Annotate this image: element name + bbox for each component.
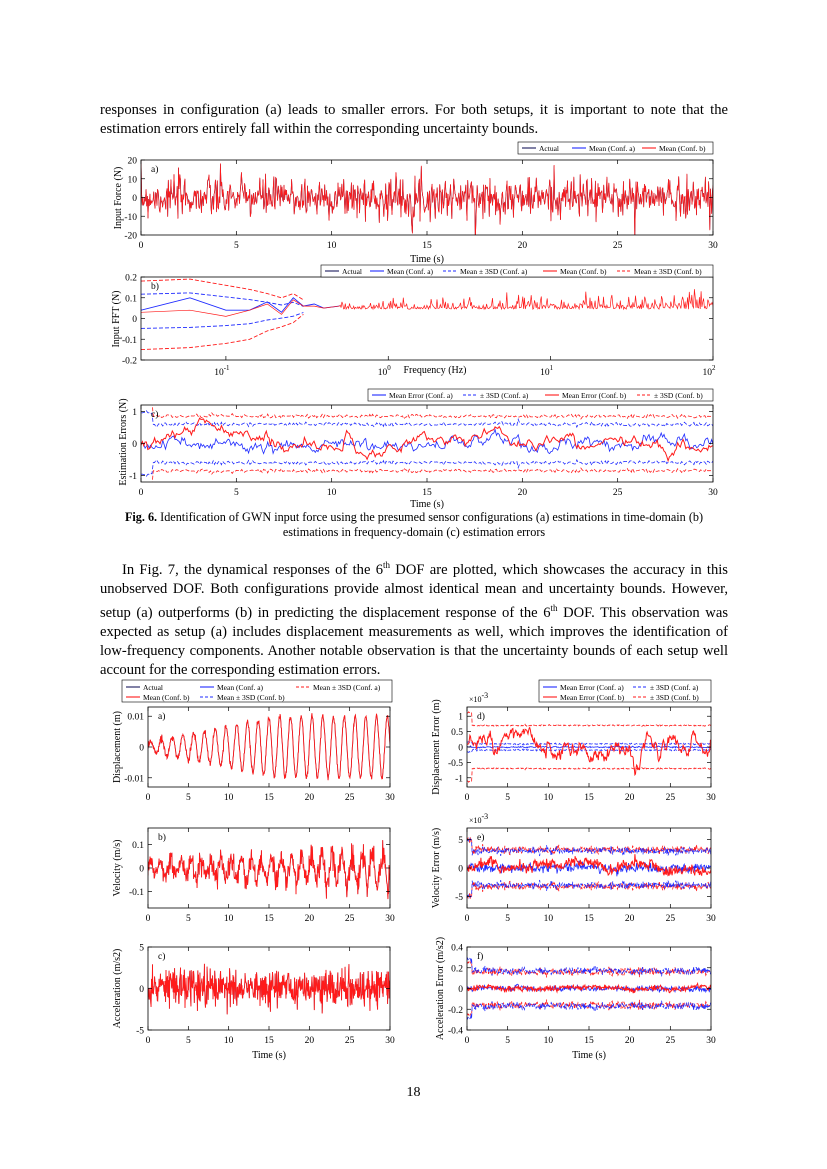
plot-area xyxy=(467,837,711,898)
series-mean-conf-b xyxy=(148,840,390,899)
x-tick-label: 10 xyxy=(223,914,234,924)
y-tick-label: -5 xyxy=(455,893,463,904)
plot-area xyxy=(467,712,711,782)
paragraph-fig7-text: In Fig. 7, the dynamical responses of the 6th DOF are plotted, which showcases the accuracy in this unobserved DOF. Both configurations provide almost identical mean and uncertainty bounds. However, setup (a) outperforms (b) in predicting the displacement response of the 6th DOF. This observation was expected as setup (a) includes displacement measurements as well, which improves the identification of low-frequency components. Another notable observation is that the uncertainty bounds of each setup well account for the corresponding estimation errors. xyxy=(100,560,729,678)
legend-entry: Mean (Conf. a) xyxy=(387,267,434,276)
caption-label: Fig. 6. xyxy=(124,510,158,524)
y-tick-label: 0 xyxy=(458,864,463,875)
series-mean-conf-a xyxy=(141,298,339,313)
x-tick-label: 5 xyxy=(233,488,239,498)
panel-label: a) xyxy=(158,712,166,722)
y-tick-label: 0 xyxy=(139,985,144,995)
y-tick-label: -5 xyxy=(136,1026,144,1037)
y-tick-label: 10 xyxy=(127,175,137,186)
x-tick-label: 25 xyxy=(344,914,355,924)
legend-entry: Actual xyxy=(539,144,559,153)
x-tick-label: 20 xyxy=(624,1036,635,1046)
legend-entry: Mean (Conf. b) xyxy=(143,693,190,702)
chart-panel-9 xyxy=(435,937,716,1061)
x-tick-label: $10^2$ xyxy=(702,364,716,378)
x-tick-label: 10 xyxy=(223,1036,234,1046)
plot-area xyxy=(148,713,390,780)
bound-3sd-conf-b-upper xyxy=(467,961,711,978)
series-mean-conf-b xyxy=(141,289,714,316)
chart-panel-2 xyxy=(111,265,716,378)
y-tick-label: 0.2 xyxy=(451,964,463,975)
legend-entry: Mean ± 3SD (Conf. a) xyxy=(313,683,381,692)
x-tick-label: 20 xyxy=(624,793,635,803)
x-tick-label: 15 xyxy=(422,488,432,498)
panel-label: d) xyxy=(477,712,485,722)
page-number: 18 xyxy=(406,1085,421,1100)
legend-entry: Mean Error (Conf. a) xyxy=(560,683,624,692)
x-tick-label: $10^0$ xyxy=(377,364,391,378)
x-tick-label: 30 xyxy=(385,1036,395,1046)
y-tick-label: -20 xyxy=(124,231,137,242)
y-tick-label: 0.1 xyxy=(125,294,137,305)
y-tick-label: -1 xyxy=(455,774,463,785)
y-axis-label: Velocity Error (m/s) xyxy=(431,827,442,909)
chart-panel-7 xyxy=(431,680,716,803)
x-tick-label: 0 xyxy=(138,241,144,251)
x-tick-label: 5 xyxy=(505,914,511,924)
x-tick-label: $10^1$ xyxy=(540,364,554,378)
x-tick-label: 0 xyxy=(145,793,151,803)
series-lower-3sd-conf-a xyxy=(141,313,303,329)
y-tick-label: 0.01 xyxy=(127,712,144,723)
x-tick-label: 5 xyxy=(185,914,191,924)
x-tick-label: 15 xyxy=(584,1036,594,1046)
x-tick-label: 30 xyxy=(708,488,718,498)
y-tick-label: -0.5 xyxy=(447,758,463,769)
y-tick-label: 0.5 xyxy=(451,728,463,739)
y-tick-label: 20 xyxy=(127,156,137,167)
x-tick-label: 10 xyxy=(326,488,337,498)
x-axis-label: Time (s) xyxy=(410,254,444,265)
legend-entry: Mean ± 3SD (Conf. b) xyxy=(217,693,285,702)
y-tick-label: 0 xyxy=(132,194,137,204)
y-tick-label: 0 xyxy=(139,864,144,875)
series-mean-error-conf-b xyxy=(141,418,713,461)
chart-panel-6 xyxy=(112,944,395,1062)
x-tick-label: 25 xyxy=(665,914,676,924)
legend-entry: ± 3SD (Conf. b) xyxy=(654,391,703,400)
y-axis-label: Displacement Error (m) xyxy=(431,699,442,795)
y-axis-label: Input Force (N) xyxy=(113,166,124,230)
bound-3sd-conf-a-lower xyxy=(467,749,711,752)
y-tick-label: 0 xyxy=(132,315,137,325)
x-axis-label: Frequency (Hz) xyxy=(403,365,467,376)
series-lower-3sd-conf-b xyxy=(141,314,303,349)
y-tick-label: 0.4 xyxy=(451,943,463,954)
x-tick-label: 0 xyxy=(145,914,151,924)
chart-panel-4 xyxy=(112,680,395,803)
x-tick-label: 15 xyxy=(264,1036,274,1046)
x-tick-label: 25 xyxy=(612,241,623,251)
x-tick-label: 30 xyxy=(385,793,395,803)
legend xyxy=(368,389,713,401)
figure-6-caption xyxy=(100,510,728,540)
y-tick-label: -0.4 xyxy=(447,1026,463,1037)
exponent-label: ×10-3 xyxy=(469,812,489,825)
chart-panel-5 xyxy=(112,828,395,924)
x-tick-label: 30 xyxy=(708,241,718,251)
y-tick-label: 5 xyxy=(458,835,463,846)
y-tick-label: 0 xyxy=(139,743,144,754)
y-tick-label: -0.1 xyxy=(128,888,144,899)
y-tick-label: 0 xyxy=(458,743,463,754)
legend-entry: Mean Error (Conf. b) xyxy=(562,391,627,400)
x-tick-label: 10 xyxy=(326,241,337,251)
bound-3sd-conf-a-upper xyxy=(467,742,711,745)
x-tick-label: 5 xyxy=(505,793,511,803)
y-axis-label: Displacement (m) xyxy=(112,711,123,783)
x-tick-label: $10^{-1}$ xyxy=(214,364,230,378)
x-tick-label: 25 xyxy=(665,793,676,803)
panel-label: b) xyxy=(151,282,159,292)
y-tick-label: 0 xyxy=(458,985,463,995)
legend-entry: Actual xyxy=(342,267,362,276)
y-tick-label: 5 xyxy=(139,943,144,954)
x-tick-label: 15 xyxy=(422,241,432,251)
legend-entry: Mean ± 3SD (Conf. a) xyxy=(460,267,528,276)
x-tick-label: 25 xyxy=(665,1036,676,1046)
x-tick-label: 30 xyxy=(385,914,395,924)
bound-3sd-conf-b-lower xyxy=(467,1000,711,1017)
x-tick-label: 5 xyxy=(505,1036,511,1046)
y-axis-label: Input FFT (N) xyxy=(111,290,122,348)
y-axis-label: Acceleration (m/s2) xyxy=(112,948,123,1029)
x-tick-label: 15 xyxy=(264,914,274,924)
chart-panel-1 xyxy=(113,142,718,265)
series-mean-conf-b xyxy=(141,157,713,241)
x-tick-label: 20 xyxy=(624,914,635,924)
y-axis-label: Estimation Errors (N) xyxy=(118,398,129,486)
x-tick-label: 20 xyxy=(304,793,315,803)
paragraph-fig7 xyxy=(100,556,728,680)
plot-area xyxy=(148,840,390,899)
legend-entry: Mean ± 3SD (Conf. b) xyxy=(634,267,702,276)
x-tick-label: 30 xyxy=(706,1036,716,1046)
x-tick-label: 15 xyxy=(584,914,594,924)
x-tick-label: 30 xyxy=(706,793,716,803)
chart-panel-3 xyxy=(118,389,718,510)
bound-3sd-conf-a-lower xyxy=(467,880,711,897)
x-tick-label: 25 xyxy=(344,793,355,803)
series-mean-error-conf-a xyxy=(467,746,711,749)
plot-area xyxy=(148,964,390,1015)
legend-entry: Mean (Conf. a) xyxy=(217,683,264,692)
panel-label: a) xyxy=(151,165,159,175)
x-tick-label: 0 xyxy=(145,1036,151,1046)
y-axis-label: Acceleration Error (m/s2) xyxy=(435,936,446,1041)
plot-area xyxy=(141,279,714,350)
legend-entry: Mean (Conf. a) xyxy=(589,144,636,153)
legend xyxy=(122,680,392,702)
legend-entry: Actual xyxy=(143,683,163,692)
y-tick-label: -0.01 xyxy=(124,774,144,785)
x-tick-label: 5 xyxy=(185,793,191,803)
legend-entry: ± 3SD (Conf. b) xyxy=(650,693,699,702)
x-tick-label: 0 xyxy=(138,488,144,498)
plot-area xyxy=(141,157,713,241)
plot-area xyxy=(141,398,713,489)
x-tick-label: 5 xyxy=(233,241,239,251)
legend xyxy=(321,265,713,277)
x-axis-label: Time (s) xyxy=(572,1050,606,1061)
series-mean-error-conf-a xyxy=(141,430,713,454)
x-tick-label: 10 xyxy=(543,914,554,924)
legend-entry: ± 3SD (Conf. a) xyxy=(480,391,529,400)
legend-entry: Mean Error (Conf. b) xyxy=(560,693,625,702)
panel-label: f) xyxy=(477,952,484,962)
x-tick-label: 25 xyxy=(612,488,623,498)
legend-entry: ± 3SD (Conf. a) xyxy=(650,683,699,692)
panel-label: b) xyxy=(158,833,166,843)
legend-entry: Mean (Conf. b) xyxy=(560,267,607,276)
x-tick-label: 25 xyxy=(344,1036,355,1046)
series-mean-conf-b xyxy=(148,964,390,1015)
bound-3sd-conf-b-upper xyxy=(467,712,711,727)
y-tick-label: -0.2 xyxy=(447,1005,463,1016)
y-tick-label: 0.1 xyxy=(132,840,144,851)
axes-frame xyxy=(141,277,713,360)
y-tick-label: -0.2 xyxy=(121,356,137,367)
y-tick-label: 0 xyxy=(132,440,137,450)
x-tick-label: 10 xyxy=(543,1036,554,1046)
x-tick-label: 5 xyxy=(185,1036,191,1046)
bound-3sd-conf-b-lower xyxy=(467,768,711,783)
x-tick-label: 0 xyxy=(464,793,470,803)
x-axis-label: Time (s) xyxy=(252,1050,286,1061)
x-tick-label: 20 xyxy=(304,1036,315,1046)
x-tick-label: 15 xyxy=(584,793,594,803)
y-tick-label: -1 xyxy=(129,472,137,483)
legend-entry: Mean (Conf. b) xyxy=(659,144,706,153)
y-axis-label: Velocity (m/s) xyxy=(112,839,123,897)
x-axis-label: Time (s) xyxy=(410,499,444,510)
paragraph-top-text: responses in configuration (a) leads to smaller errors. For both setups, it is important to note that the estimation errors entirely fall within the corresponding uncertainty bounds. xyxy=(100,102,728,137)
x-tick-label: 20 xyxy=(517,488,528,498)
x-tick-label: 0 xyxy=(464,914,470,924)
x-tick-label: 10 xyxy=(223,793,234,803)
x-tick-label: 20 xyxy=(517,241,528,251)
y-tick-label: -10 xyxy=(124,212,137,223)
plot-area xyxy=(467,958,711,1019)
y-tick-label: 1 xyxy=(132,407,137,418)
panel-label: c) xyxy=(151,410,159,420)
x-tick-label: 0 xyxy=(464,1036,470,1046)
x-tick-label: 30 xyxy=(706,914,716,924)
panel-label: e) xyxy=(477,833,485,843)
y-tick-label: 0.2 xyxy=(125,273,137,284)
x-tick-label: 20 xyxy=(304,914,315,924)
exponent-label: ×10-3 xyxy=(469,691,489,704)
caption-text: Identification of GWN input force using the presumed sensor configurations (a) estimations in time-domain (b) estimations in frequency-domain (c) estimation errors xyxy=(160,510,704,539)
y-tick-label: -0.1 xyxy=(121,335,137,346)
bound-3sd-conf-a-upper xyxy=(467,839,711,856)
x-tick-label: 10 xyxy=(543,793,554,803)
legend xyxy=(518,142,713,154)
legend xyxy=(539,680,711,702)
legend-entry: Mean Error (Conf. a) xyxy=(389,391,453,400)
chart-panel-8 xyxy=(431,812,716,924)
y-tick-label: 1 xyxy=(458,712,463,723)
panel-label: c) xyxy=(158,952,166,962)
series-mean-conf-b xyxy=(148,713,390,780)
x-tick-label: 15 xyxy=(264,793,274,803)
